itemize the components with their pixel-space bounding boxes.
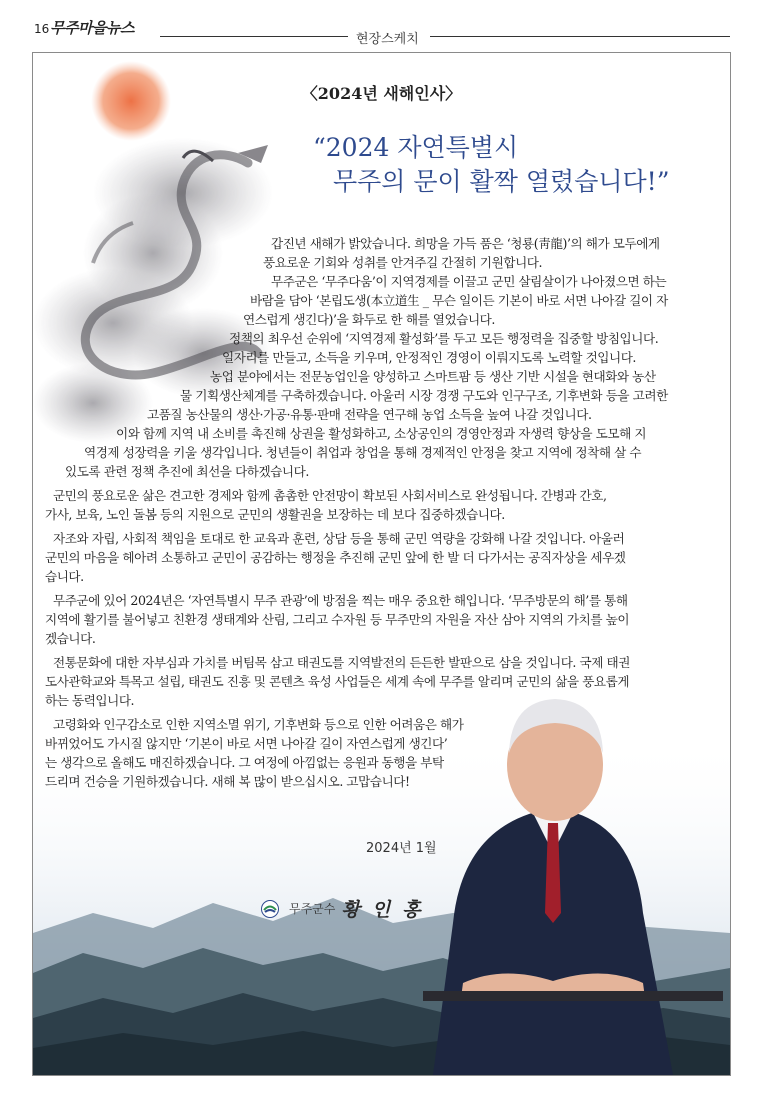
headline-line-1: “2024 자연특별시 (313, 133, 519, 162)
publication-title: 무주마을뉴스 (50, 19, 134, 37)
body-line: 갑진년 새해가 밝았습니다. 희망을 가득 품은 ‘청룡(靑龍)’의 해가 모두에게 (271, 236, 660, 251)
body-line: 풍요로운 기회와 성취를 안겨주길 간절히 기원합니다. (263, 255, 543, 270)
signature (261, 895, 432, 922)
letter-date: 2024년 1월 (366, 841, 437, 856)
body-line: 농업 분야에서는 전문농업인을 양성하고 스마트팜 등 생산 기반 시설을 현대화와 농산 (210, 369, 656, 384)
body-line: 습니다. (45, 569, 84, 584)
body-line: 군민의 풍요로운 삶은 견고한 경제와 함께 촘촘한 안전망이 확보된 사회서비스로 완성됩니다. 간병과 간호, (53, 488, 607, 503)
body-line: 바람을 담아 ‘본립도생(本立道生 _ 무슨 일이든 기본이 바로 서면 나아갈 길이 자 (250, 293, 668, 308)
muju-county-logo-icon (261, 900, 279, 918)
headline (313, 131, 669, 199)
greeting-frame (32, 52, 731, 1076)
body-line: 도사관학교와 특목고 설립, 태권도 진흥 및 콘텐츠 육성 사업들은 세계 속에 무주를 알리며 군민의 삶을 풍요롭게 (45, 674, 630, 689)
body-line: 정책의 최우선 순위에 ‘지역경제 활성화’를 두고 모든 행정력을 집중할 방침입니다. (229, 331, 659, 346)
body-line: 무주군에 있어 2024년은 ‘자연특별시 무주 관광’에 방점을 찍는 매우 중요한 해입니다. ‘무주방문의 해’를 통해 (53, 593, 628, 608)
body-line: 이와 함께 지역 내 소비를 촉진해 상권을 활성화하고, 소상공인의 경영안정과 자생력 향상을 도모해 지 (116, 426, 647, 441)
headline-line-2: 무주의 문이 활짝 열렸습니다!” (333, 167, 670, 196)
body-line: 고품질 농산물의 생산·가공·유통·판매 전략을 연구해 농업 소득을 높여 나갈 것입니다. (147, 407, 592, 422)
body-line: 바뀌었어도 가시질 않지만 ‘기본이 바로 서면 나아갈 길이 자연스럽게 생긴다’ (45, 736, 448, 751)
body-line: 역경제 성장력을 키울 생각입니다. 청년들이 취업과 창업을 통해 경제적인 안정을 찾고 지역에 정착해 살 수 (84, 445, 642, 460)
body-line: 전통문화에 대한 자부심과 가치를 버팀목 삼고 태권도를 지역발전의 든든한 발판으로 삼을 것입니다. 국제 태권 (53, 655, 630, 670)
body-line: 무주군은 ‘무주다움’이 지역경제를 이끌고 군민 살림살이가 나아졌으면 하는 (271, 274, 667, 289)
header-rule-left (160, 36, 348, 37)
body-line: 있도록 관련 정책 추진에 최선을 다하겠습니다. (65, 464, 309, 479)
page-header (0, 0, 764, 48)
signature-role: 무주군수 (289, 902, 336, 916)
section-label: 현장스케치 (350, 28, 425, 47)
body-line: 드리며 건승을 기원하겠습니다. 새해 복 많이 받으십시오. 고맙습니다! (45, 774, 410, 789)
greeting-subtitle: 〈2024년 새해인사〉 (301, 84, 462, 103)
body-line: 겠습니다. (45, 631, 96, 646)
body-line: 연스럽게 생긴다)’을 화두로 한 해를 열었습니다. (243, 312, 495, 327)
body-line: 물 기획생산체계를 구축하겠습니다. 아울러 시장 경쟁 구도와 인구구조, 기후변화 등을 고려한 (180, 388, 668, 403)
body-line: 하는 동력입니다. (45, 693, 135, 708)
body-line: 는 생각으로 올해도 매진하겠습니다. 그 여정에 아낌없는 응원과 동행을 부탁 (45, 755, 444, 770)
body-line: 자조와 자립, 사회적 책임을 토대로 한 교육과 훈련, 상담 등을 통해 군민 역량을 강화해 나갈 것입니다. 아울러 (53, 531, 625, 546)
header-rule-right (430, 36, 730, 37)
body-line: 군민의 마음을 헤아려 소통하고 군민이 공감하는 행정을 추진해 군민 앞에 한 발 더 다가서는 공직자상을 세우겠 (45, 550, 626, 565)
body-line: 가사, 보육, 노인 돌봄 등의 지원으로 군민의 생활권을 보장하는 데 보다 집중하겠습니다. (45, 507, 505, 522)
signature-name: 황인홍 (341, 899, 433, 921)
body-line: 고령화와 인구감소로 인한 지역소멸 위기, 기후변화 등으로 인한 어려움은 해가 (53, 717, 464, 732)
body-line: 지역에 활기를 불어넣고 친환경 생태계와 산림, 그리고 수자원 등 무주만의 자원을 자산 삼아 지역의 가치를 높이 (45, 612, 630, 627)
body-line: 일자리를 만들고, 소득을 키우며, 안정적인 경영이 이뤄지도록 노력할 것입니다. (222, 350, 636, 365)
page-number: 16 (34, 22, 50, 36)
